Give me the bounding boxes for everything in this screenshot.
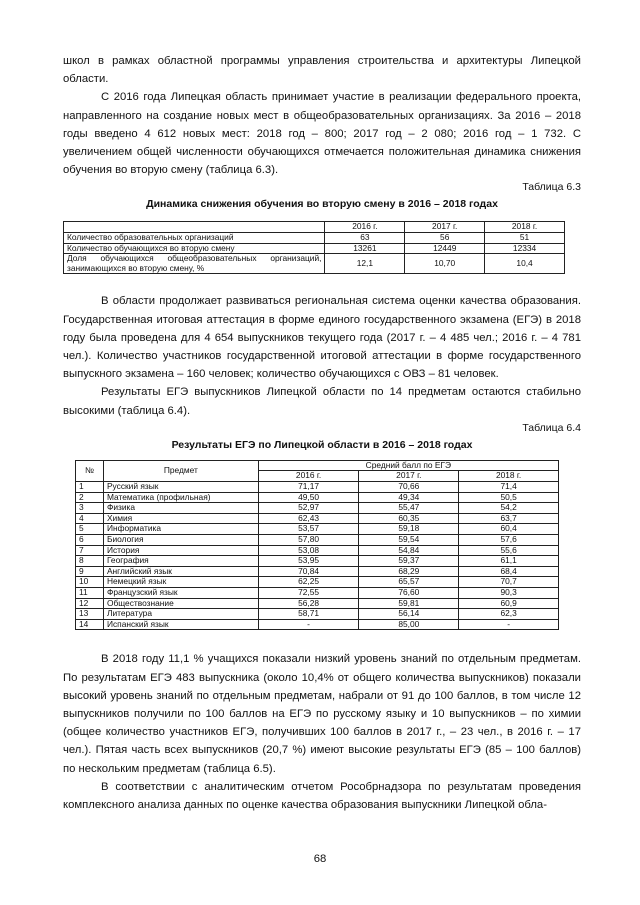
table-row [76,503,559,514]
table-row [76,609,559,620]
cell-2017: 68,29 [359,566,459,577]
cell-2018: 71,4 [459,482,559,493]
cell-2017: 59,54 [359,534,459,545]
cell-number: 6 [76,534,104,545]
cell-2016: 53,57 [258,524,359,535]
cell-number: 13 [76,609,104,620]
header-year-2018: 2018 г. [459,471,559,482]
cell-2017: 60,35 [359,513,459,524]
header-average-score: Средний балл по ЕГЭ [258,460,558,471]
cell-subject: Немецкий язык [103,577,258,588]
cell-number: 2 [76,492,104,503]
document-page [63,52,581,814]
table-row [64,233,565,244]
cell-2018: 51 [485,233,565,244]
table-body [76,482,559,630]
cell-2018: 57,6 [459,534,559,545]
table-row [76,566,559,577]
cell-2016: 62,43 [258,513,359,524]
cell-2018: 61,1 [459,556,559,567]
cell-number: 10 [76,577,104,588]
cell-2017: 55,47 [359,503,459,514]
paragraph-1: школ в рамках областной программы управления строительства и архитектуры Липецкой области. [63,55,581,86]
page-number: 68 [313,853,327,865]
cell-2016: 58,71 [258,609,359,620]
cell-2017: 56 [405,233,485,244]
cell-2016: 53,08 [258,545,359,556]
cell-2017: 56,14 [359,609,459,620]
cell-subject: Литература [103,609,258,620]
cell-2017: 76,60 [359,587,459,598]
cell-subject: Русский язык [103,482,258,493]
table-row [76,482,559,493]
cell-2017: 59,81 [359,598,459,609]
cell-number: 8 [76,556,104,567]
table-row [64,254,565,274]
cell-2018: 70,7 [459,577,559,588]
cell-number: 3 [76,503,104,514]
table-6-4 [75,460,559,631]
cell-2016: 53,95 [258,556,359,567]
cell-subject: Физика [103,503,258,514]
header-blank [64,222,325,233]
header-number: № [76,460,104,481]
table-6-4-title: Результаты ЕГЭ по Липецкой области в 2016 – 2018 годах [171,438,473,451]
header-year-2018: 2018 г. [485,222,565,233]
table-row [76,534,559,545]
cell-number: 4 [76,513,104,524]
cell-2016: 63 [325,233,405,244]
cell-subject: Английский язык [103,566,258,577]
cell-2018: 63,7 [459,513,559,524]
cell-2018: 12334 [485,243,565,254]
cell-number: 7 [76,545,104,556]
table-row [76,587,559,598]
cell-2016: 62,25 [258,577,359,588]
cell-2018: 62,3 [459,609,559,620]
cell-subject: Информатика [103,524,258,535]
paragraph-2: С 2016 года Липецкая область принимает участие в реализации федерального проекта, направленного на создание новых мест в общеобразовательных организациях. За 2016 – 2018 годы введено 4 612 новых мест: 2018 год – 800; 2017 год – 2 080; 2016 год – 1 732. С увеличением общей численности обучающихся отмечается положительная динамика снижения обучения во вторую смену (таблица 6.3). [63,91,581,177]
cell-2018: 50,5 [459,492,559,503]
cell-2017: 85,00 [359,619,459,630]
cell-2016: 57,80 [258,534,359,545]
cell-subject: Французский язык [103,587,258,598]
cell-subject: Математика (профильная) [103,492,258,503]
cell-2016: 12,1 [325,254,405,274]
cell-2016: 70,84 [258,566,359,577]
cell-number: 1 [76,482,104,493]
row-label: Доля обучающихся общеобразовательных организаций, занимающихся во вторую смену, % [64,254,325,274]
table-header-row [76,460,559,471]
header-subject: Предмет [103,460,258,481]
cell-2018: 90,3 [459,587,559,598]
cell-2016: 49,50 [258,492,359,503]
table-6-3-title: Динамика снижения обучения во вторую смену в 2016 – 2018 годах [146,198,498,211]
table-row [76,524,559,535]
table-row [76,619,559,630]
cell-2018: 68,4 [459,566,559,577]
cell-subject: Химия [103,513,258,524]
cell-subject: География [103,556,258,567]
table-row [76,577,559,588]
cell-2016: 56,28 [258,598,359,609]
header-year-2017: 2017 г. [359,471,459,482]
cell-2017: 54,84 [359,545,459,556]
header-year-2016: 2016 г. [258,471,359,482]
cell-2017: 59,18 [359,524,459,535]
paragraph-6: В соответствии с аналитическим отчетом Рособрнадзора по результатам проведения комплексного анализа данных по оценке качества образования выпускники Липецкой обла- [63,780,581,811]
cell-2018: 60,4 [459,524,559,535]
cell-number: 9 [76,566,104,577]
cell-2016: - [258,619,359,630]
cell-2016: 72,55 [258,587,359,598]
cell-2018: 54,2 [459,503,559,514]
cell-number: 12 [76,598,104,609]
table-row [76,556,559,567]
header-year-2016: 2016 г. [325,222,405,233]
cell-subject: Испанский язык [103,619,258,630]
cell-2017: 49,34 [359,492,459,503]
table-row [76,598,559,609]
table-header-row [64,222,565,233]
table-row [64,243,565,254]
cell-2017: 65,57 [359,577,459,588]
cell-2016: 13261 [325,243,405,254]
paragraph-5: В 2018 году 11,1 % учащихся показали низкий уровень знаний по отдельным предметам. По результатам ЕГЭ 483 выпускника (около 10,4% от общего количества выпускников) показали высокий уровень знаний по отдельным предметам, набрали от 91 до 100 баллов, в том числе 12 выпускников получили по 100 баллов на ЕГЭ по русскому языку и 10 выпускников – по химии (общее количество участников ЕГЭ, получивших 100 баллов в 2017 г., – 23 чел., в 2016 г. – 17 чел.). Пятая часть всех выпускников (20,7 %) имеют высокие результаты ЕГЭ (85 – 100 баллов) по нескольким предметам (таблица 6.5). [63,653,581,775]
cell-2018: - [459,619,559,630]
table-6-3-label: Таблица 6.3 [522,181,581,194]
cell-2017: 12449 [405,243,485,254]
table-row [76,513,559,524]
row-label: Количество образовательных организаций [64,233,325,244]
paragraph-4: Результаты ЕГЭ выпускников Липецкой области по 14 предметам остаются стабильно высокими (таблица 6.4). [63,386,581,417]
cell-subject: Биология [103,534,258,545]
table-row [76,545,559,556]
cell-number: 14 [76,619,104,630]
cell-subject: Обществознание [103,598,258,609]
cell-2016: 52,97 [258,503,359,514]
row-label: Количество обучающихся во вторую смену [64,243,325,254]
cell-2016: 71,17 [258,482,359,493]
cell-number: 11 [76,587,104,598]
cell-2017: 70,66 [359,482,459,493]
table-6-3 [63,221,565,274]
paragraph-3: В области продолжает развиваться региональная система оценки качества образования. Государственная итоговая аттестация в форме единого государственного экзамена (ЕГЭ) в 2018 году была проведена для 4 654 выпускников текущего года (2017 г. – 4 485 чел.; 2016 г. – 4 781 чел.). Количество участников государственной итоговой аттестации в форме государственного выпускного экзамена – 160 человек; количество обучающихся с ОВЗ – 81 человек. [63,295,581,381]
cell-number: 5 [76,524,104,535]
cell-subject: История [103,545,258,556]
cell-2017: 10,70 [405,254,485,274]
header-year-2017: 2017 г. [405,222,485,233]
table-6-4-label: Таблица 6.4 [522,421,581,434]
cell-2018: 10,4 [485,254,565,274]
cell-2017: 59,37 [359,556,459,567]
cell-2018: 60,9 [459,598,559,609]
table-row [76,492,559,503]
cell-2018: 55,6 [459,545,559,556]
